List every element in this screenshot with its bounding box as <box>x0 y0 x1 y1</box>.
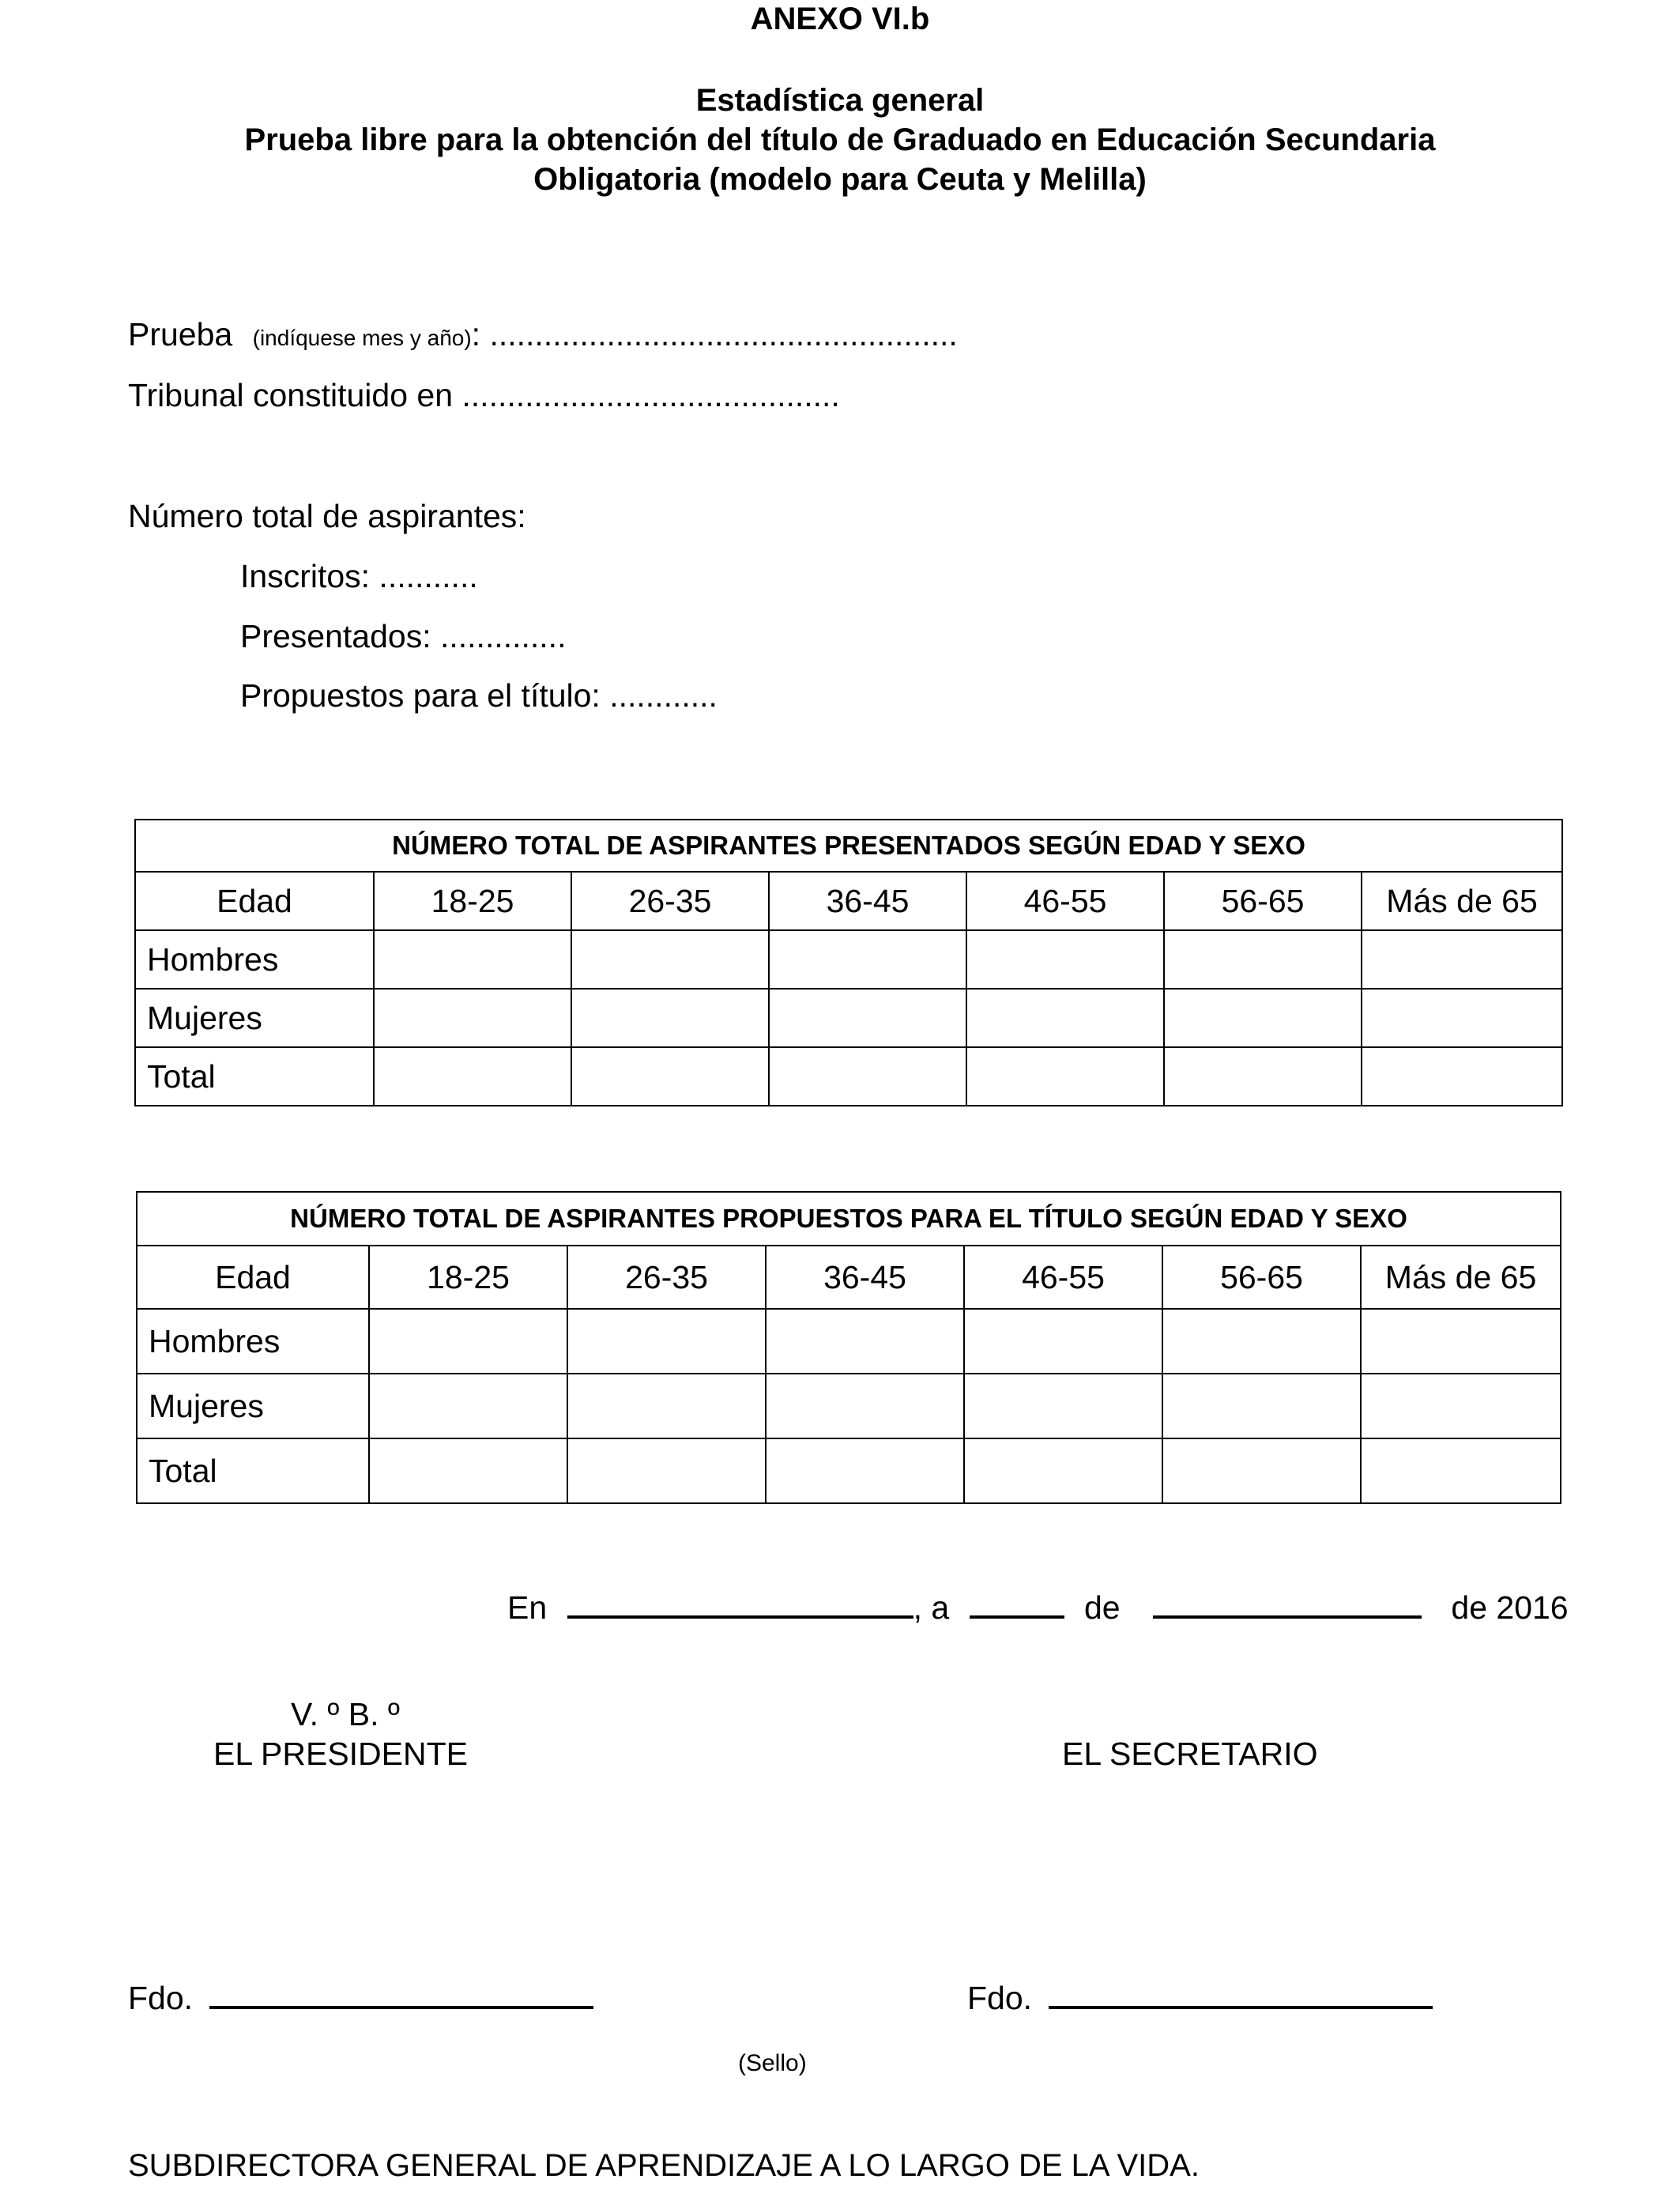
table-cell[interactable] <box>1362 930 1562 989</box>
table-cell[interactable] <box>1164 989 1362 1047</box>
presentados-table-title: NÚMERO TOTAL DE ASPIRANTES PRESENTADOS SEGÚN EDAD Y SEXO <box>135 820 1562 872</box>
table-cell[interactable] <box>369 1374 567 1438</box>
column-header: Edad <box>135 872 374 930</box>
column-header: Edad <box>137 1246 369 1309</box>
table-cell[interactable] <box>571 989 769 1047</box>
document-subtitle-line-2: Obligatoria (modelo para Ceuta y Melilla) <box>533 162 1147 197</box>
recipient-line: SUBDIRECTORA GENERAL DE APRENDIZAJE A LO LARGO DE LA VIDA. <box>128 2148 1200 2183</box>
table-cell[interactable] <box>966 989 1164 1047</box>
vobo-label: V. º B. º <box>291 1696 400 1732</box>
column-header: 26-35 <box>571 872 769 930</box>
column-header: 26-35 <box>567 1246 766 1309</box>
table-cell[interactable] <box>369 1438 567 1503</box>
table-cell[interactable] <box>567 1374 766 1438</box>
month-blank[interactable] <box>1153 1584 1422 1619</box>
prueba-hint: (indíquese mes y año) <box>252 326 472 350</box>
total-aspirantes-label: Número total de aspirantes: <box>128 498 526 534</box>
column-header: 18-25 <box>374 872 571 930</box>
president-label: EL PRESIDENTE <box>213 1736 469 1772</box>
president-signature-blank[interactable] <box>209 1974 593 2009</box>
day-blank[interactable] <box>970 1584 1064 1619</box>
table-cell[interactable] <box>766 1309 964 1374</box>
table-header-row <box>135 872 1562 930</box>
table-cell[interactable] <box>964 1438 1162 1503</box>
table-cell[interactable] <box>374 989 571 1047</box>
table-cell[interactable] <box>1162 1374 1361 1438</box>
table-cell[interactable] <box>1361 1309 1561 1374</box>
table-cell[interactable] <box>374 930 571 989</box>
row-label: Hombres <box>135 930 374 989</box>
sello-label: (Sello) <box>738 2050 807 2076</box>
table-row <box>135 989 1562 1047</box>
tribunal-field: Tribunal constituido en .......................................... <box>128 377 840 413</box>
document-title: Estadística general <box>695 83 985 118</box>
row-label: Hombres <box>137 1309 369 1374</box>
table-row <box>137 1438 1561 1503</box>
table-cell[interactable] <box>964 1309 1162 1374</box>
table-header-row <box>137 1246 1561 1309</box>
table-cell[interactable] <box>571 1047 769 1106</box>
table-cell[interactable] <box>1162 1309 1361 1374</box>
column-header: 18-25 <box>369 1246 567 1309</box>
table-row <box>137 1309 1561 1374</box>
table-cell[interactable] <box>766 1438 964 1503</box>
de-label: de <box>1083 1589 1121 1626</box>
column-header: 46-55 <box>964 1246 1162 1309</box>
table-cell[interactable] <box>964 1374 1162 1438</box>
table-row <box>135 930 1562 989</box>
table-cell[interactable] <box>374 1047 571 1106</box>
propuestos-table <box>136 1191 1561 1504</box>
table-cell[interactable] <box>1164 1047 1362 1106</box>
fdo-label: Fdo. <box>128 1980 194 2016</box>
table-cell[interactable] <box>1361 1438 1561 1503</box>
prueba-label: Prueba <box>128 316 233 352</box>
presentados-table <box>134 819 1563 1106</box>
prueba-field <box>128 316 958 353</box>
en-label: En <box>507 1589 548 1626</box>
inscritos-field: Inscritos: ........... <box>240 558 478 594</box>
table-cell[interactable] <box>966 1047 1164 1106</box>
secretary-label: EL SECRETARIO <box>1062 1736 1318 1772</box>
column-header: 56-65 <box>1162 1246 1361 1309</box>
column-header: Más de 65 <box>1362 872 1562 930</box>
prueba-dots: : .................................................... <box>471 316 958 352</box>
table-cell[interactable] <box>769 930 966 989</box>
table-cell[interactable] <box>1362 989 1562 1047</box>
table-cell[interactable] <box>769 989 966 1047</box>
table-row <box>137 1374 1561 1438</box>
table-cell[interactable] <box>966 930 1164 989</box>
document-subtitle-line-1: Prueba libre para la obtención del título de Graduado en Educación Secundaria <box>244 123 1436 157</box>
year-label: de 2016 <box>1451 1589 1569 1626</box>
column-header: 36-45 <box>769 872 966 930</box>
table-row <box>135 1047 1562 1106</box>
column-header: 56-65 <box>1164 872 1362 930</box>
secretary-signature-blank[interactable] <box>1049 1974 1433 2009</box>
place-date-line <box>507 1584 1569 1627</box>
table-cell[interactable] <box>567 1438 766 1503</box>
presentados-field: Presentados: .............. <box>240 618 567 654</box>
column-header: Más de 65 <box>1361 1246 1561 1309</box>
row-label: Mujeres <box>137 1374 369 1438</box>
row-label: Total <box>137 1438 369 1503</box>
fdo-label: Fdo. <box>967 1980 1033 2016</box>
table-cell[interactable] <box>769 1047 966 1106</box>
row-label: Total <box>135 1047 374 1106</box>
table-cell[interactable] <box>1361 1374 1561 1438</box>
president-signature-line <box>128 1974 593 2017</box>
table-cell[interactable] <box>369 1309 567 1374</box>
table-cell[interactable] <box>567 1309 766 1374</box>
place-blank[interactable] <box>567 1584 913 1619</box>
row-label: Mujeres <box>135 989 374 1047</box>
column-header: 46-55 <box>966 872 1164 930</box>
secretary-signature-line <box>967 1974 1433 2017</box>
table-cell[interactable] <box>1162 1438 1361 1503</box>
table-cell[interactable] <box>1164 930 1362 989</box>
table-cell[interactable] <box>1362 1047 1562 1106</box>
propuestos-table-title: NÚMERO TOTAL DE ASPIRANTES PROPUESTOS PARA EL TÍTULO SEGÚN EDAD Y SEXO <box>137 1192 1561 1246</box>
table-cell[interactable] <box>766 1374 964 1438</box>
annex-heading: ANEXO VI.b <box>750 2 930 36</box>
column-header: 36-45 <box>766 1246 964 1309</box>
propuestos-field: Propuestos para el título: ............ <box>240 677 718 714</box>
table-cell[interactable] <box>571 930 769 989</box>
a-label: , a <box>913 1589 950 1626</box>
